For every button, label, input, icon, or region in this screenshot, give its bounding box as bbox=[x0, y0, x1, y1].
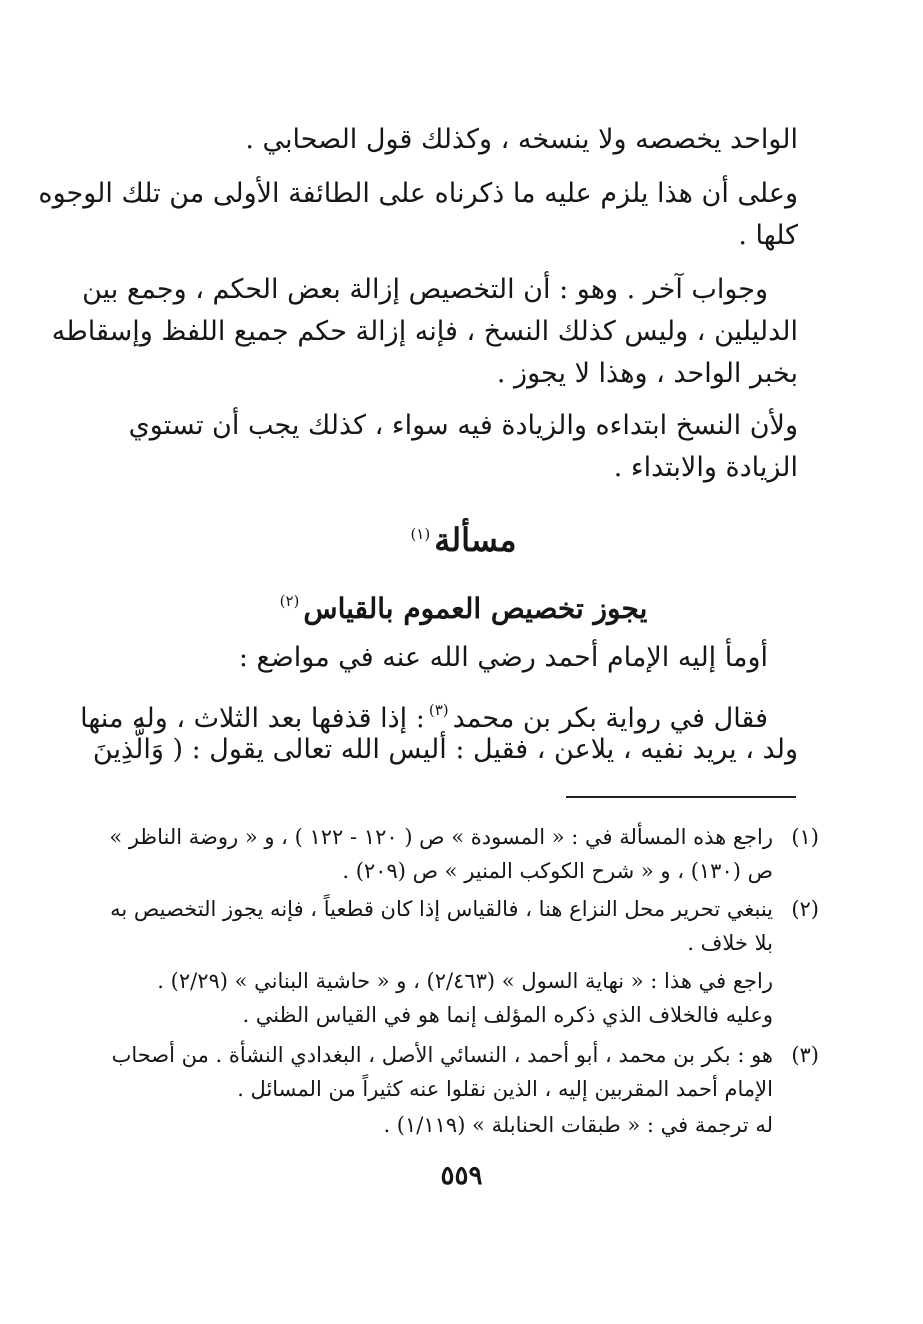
footnote-2-line-4: وعليه فالخلاف الذي ذكره المؤلف إنما هو في القياس الظني . bbox=[242, 1003, 773, 1027]
paragraph-3-line-3: بخبر الواحد ، وهذا لا يجوز . bbox=[496, 358, 798, 389]
footnote-2-line-3: راجع في هذا : « نهاية السول » (٢/٤٦٣) ، و « حاشية البناني » (٢/٢٩) . bbox=[157, 969, 773, 993]
footnote-2-line-1: ينبغي تحرير محل النزاع هنا ، فالقياس إذا كان قطعياً ، فإنه يجوز التخصيص به bbox=[110, 897, 773, 921]
footnote-3-line-2: الإمام أحمد المقربين إليه ، الذين نقلوا عنه كثيراً من المسائل . bbox=[237, 1077, 773, 1101]
section-text bbox=[38, 0, 798, 780]
footnote-3-line-1: هو : بكر بن محمد ، أبو أحمد ، النسائي الأصل ، البغدادي النشأة . من أصحاب bbox=[111, 1043, 773, 1067]
footnote-3-number: (٣) bbox=[791, 1043, 819, 1067]
section-paragraph-1-line-1: أومأ إليه الإمام أحمد رضي الله عنه في مواضع : bbox=[238, 642, 768, 673]
section-title-text: مسألة bbox=[434, 521, 517, 559]
section-subtitle-text: يجوز تخصيص العموم بالقياس bbox=[303, 592, 648, 625]
paragraph-3-line-1: وجواب آخر . وهو : أن التخصيص إزالة بعض الحكم ، وجمع بين bbox=[82, 274, 768, 305]
footnote-2-number: (٢) bbox=[791, 897, 819, 921]
footnote-ref-2: (٢) bbox=[279, 592, 300, 610]
footnote-separator bbox=[566, 796, 796, 798]
paragraph-2-line-2: كلها . bbox=[738, 220, 798, 251]
footnote-1-number: (١) bbox=[791, 825, 819, 849]
page-number: ٥٥٩ bbox=[440, 1161, 483, 1191]
footnote-ref-1: (١) bbox=[410, 525, 431, 543]
section-paragraph-2-text-a: فقال في رواية بكر بن محمد bbox=[452, 703, 768, 734]
paragraph-2-line-1: وعلى أن هذا يلزم عليه ما ذكرناه على الطائفة الأولى من تلك الوجوه bbox=[38, 178, 798, 209]
footnote-2-line-2: بلا خلاف . bbox=[687, 931, 773, 955]
paragraph-1-line-1: الواحد يخصصه ولا ينسخه ، وكذلك قول الصحابي . bbox=[245, 124, 798, 155]
footnote-1-line-2: ص (١٣٠) ، و « شرح الكوكب المنير » ص (٢٠٩) . bbox=[342, 859, 773, 883]
section-paragraph-2-line-2: ولد ، يريد نفيه ، يلاعن ، فقيل : أليس الله تعالى يقول : ( وَالَّذِينَ bbox=[92, 734, 798, 765]
section-paragraph-2-text-b: : إذا قذفها بعد الثلاث ، وله منها bbox=[80, 703, 425, 734]
paragraph-4-line-2: الزيادة والابتداء . bbox=[613, 452, 798, 483]
footnote-3-line-3: له ترجمة في : « طبقات الحنابلة » (١/١١٩) . bbox=[383, 1113, 773, 1137]
footnote-1-line-1: راجع هذه المسألة في : « المسودة » ص ( ١٢٠ - ١٢٢ ) ، و « روضة الناظر » bbox=[109, 825, 773, 849]
paragraph-4-line-1: ولأن النسخ ابتداءه والزيادة فيه سواء ، كذلك يجب أن تستوي bbox=[128, 410, 798, 441]
footnote-ref-3: (٣) bbox=[428, 701, 449, 719]
paragraph-3-line-2: الدليلين ، وليس كذلك النسخ ، فإنه إزالة حكم جميع اللفظ وإسقاطه bbox=[51, 316, 798, 347]
